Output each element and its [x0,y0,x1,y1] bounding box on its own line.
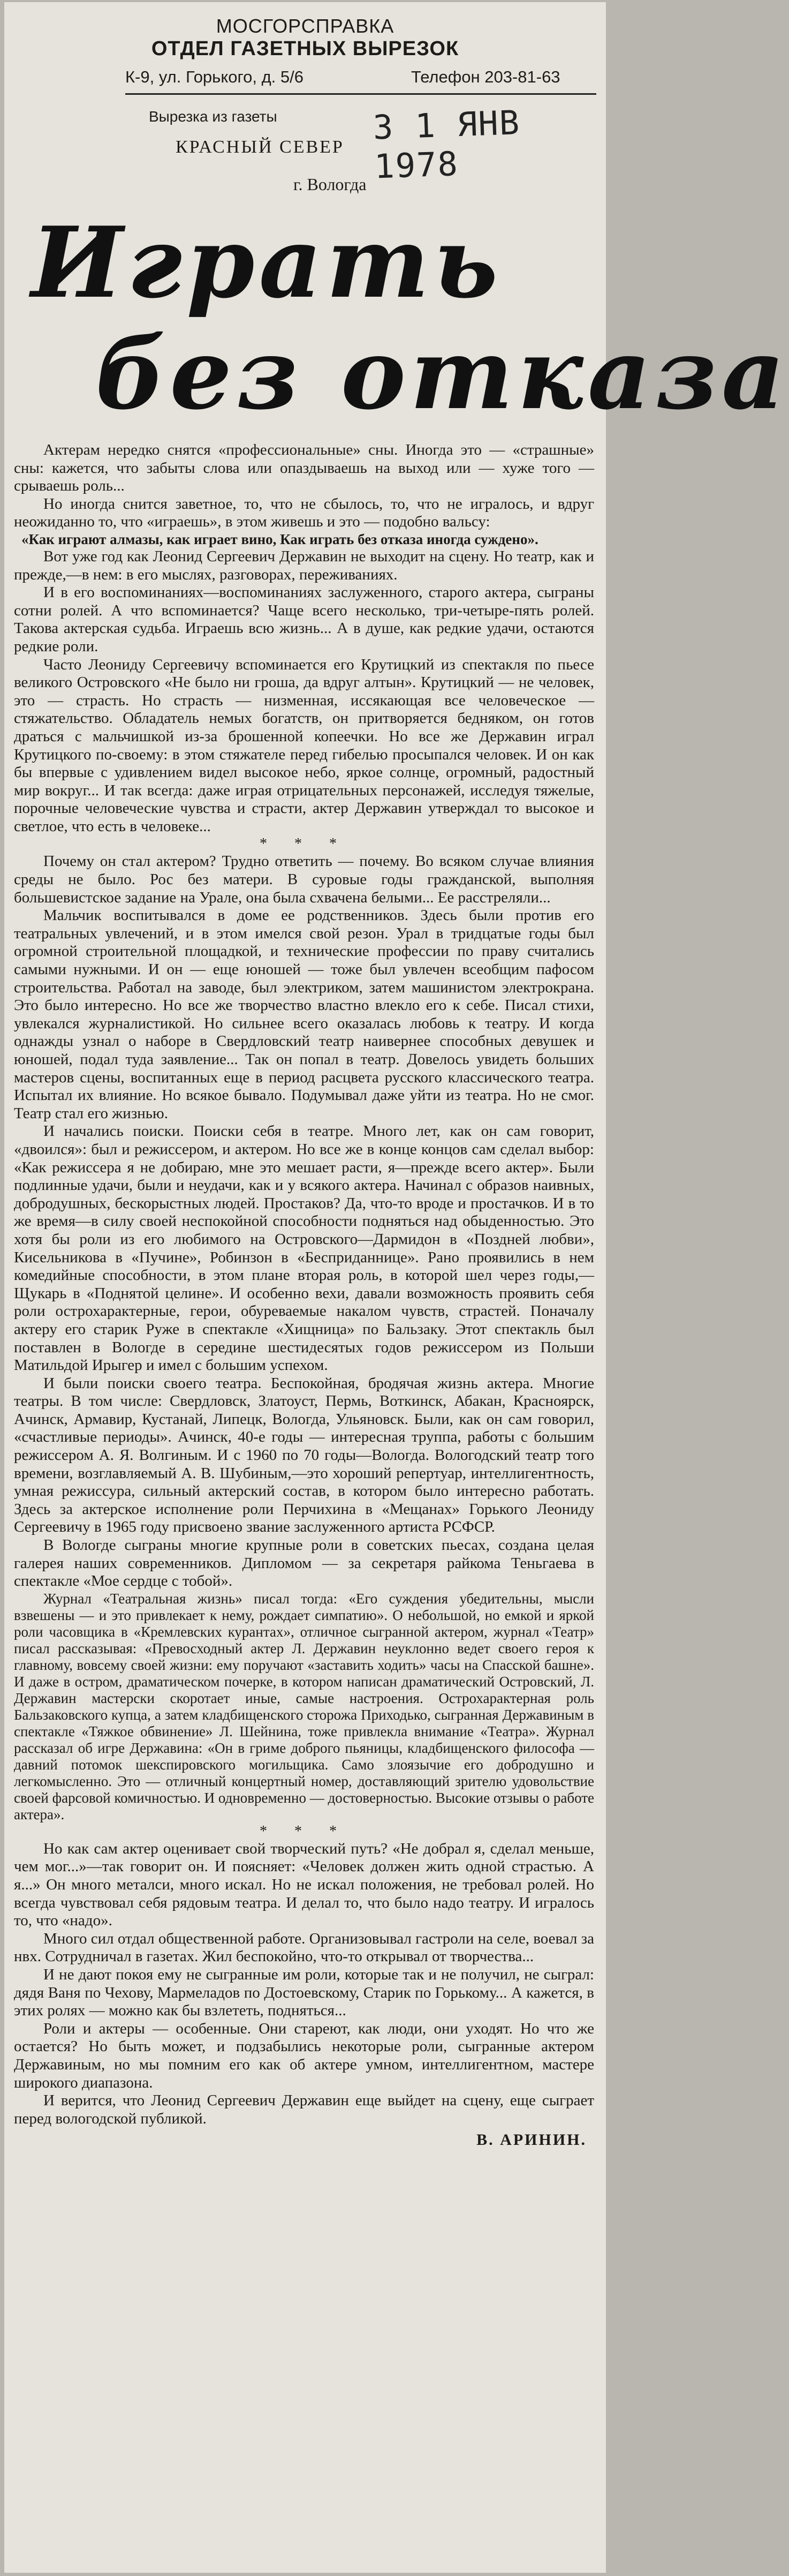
poem-quote: «Как играют алмазы, как играет вино, Как играть без отказа иногда суждено». [21,531,538,547]
paragraph: И верится, что Леонид Сергеевич Державин еще выйдет на сцену, еще сыграет перед вологодской публикой. [14,2092,594,2127]
paragraph: В Вологде сыграны многие крупные роли в советских пьесах, создана целая галерея наших современников. Дипломом — за секретаря райкома Теньгаева в спектакле «Мое сердце с тобой». [14,1536,594,1590]
title-line-2: без отказа [95,317,789,431]
paragraph: Много сил отдал общественной работе. Организовывал гастроли на селе, воевал за нвх. Сотрудничал в газетах. Жил беспокойно, что-то открывал от творчества... [14,1930,594,1965]
paragraph: Вот уже год как Леонид Сергеевич Державин не выходит на сцену. Но театр, как и прежде,—в нем: в его мыслях, разговорах, переживаниях. [14,547,594,583]
bureau-address: К-9, ул. Горького, д. 5/6 [125,67,304,86]
department-name: ОТДЕЛ ГАЗЕТНЫХ ВЫРЕЗОК [151,37,459,60]
paragraph: Почему он стал актером? Трудно ответить — почему. Во всяком случае влияния среды не было. Рос без матери. В суровые годы гражданской, выполняя большевистское задание на Урале, она была схвачена белыми... Ее расстреляли... [14,853,594,906]
header-rule [125,93,596,95]
paragraph: Роли и актеры — особенные. Они стареют, как люди, они уходят. Но что же остается? Но быть может, и подзабылись некоторые роли, сыгранные актером Державиным, но мы помним его как об актере умном, интеллигентном, мастере широкого диапазона. [14,2020,594,2091]
bureau-phone: Телефон 203-81-63 [411,67,560,86]
paragraph: И были поиски своего театра. Беспокойная, бродячая жизнь актера. Многие театры. В том числе: Свердловск, Златоуст, Пермь, Воткинск, Абакан, Красноярск, Ачинск, Армавир, Кустанай, Липецк, Вологда, Ульяновск. Были, как он сам говорил, «счастливые периоды». Ачинск, 40-е годы — интересная труппа, работы с большим режиссером А. Я. Волгиным. И с 1960 по 70 годы—Вологда. Вологодский театр того времени, возглавляемый А. В. Шубиным,—это хороший репертуар, интеллигентность, умная режиссура, сильный актерский состав, в котором было интересно работать. Здесь за актерское исполнение роли Перчихина в «Мещанах» Горького Леониду Сергеевичу в 1965 году присвоено звание заслуженного артиста РСФСР. [14,1374,594,1536]
paragraph: Мальчик воспитывался в доме ее родственников. Здесь были против его театральных увлечений, и в этом имелся свой резон. Урал в тридцатые годы был огромной строительной площадкой, и технические профессии по праву считались самыми нужными. И он — еще юношей — тоже был увлечен всеобщим пафосом строительства. Работал на заводе, был электриком, затем машинистом электрокрана. Это было интересно. Но все же творчество властно влекло его к себе. Писал стихи, увлекался журналистикой. Но сильнее всего оказалась любовь к театру. И когда однажды узнал о наборе в Свердловский театр наивернее способных девушек и юношей, подал туда заявление... Так он попал в театр. Довелось увидеть больших мастеров сцены, воспитанных еще в период расцвета русского классического театра. Испытал их влияние. Но всякое бывало. Подумывал даже уйти из театра. Но не смог. Театр стал его жизнью. [14,907,594,1122]
journal-review: Журнал «Театральная жизнь» писал тогда: «Его суждения убедительны, мысли взвешены — и это привлекает к нему, рождает симпатию». О небольшой, но емкой и яркой роли часовщика в «Кремлевских курантах», отличное сыгранной актером, журнал «Театр» писал рассказывая: «Превосходный актер Л. Державин неуклонно ведет своего героя к главному, вовсему своей жизни: ему поручают «заставить ходить» часы на Спасской башне». И даже в остром, драматическом почерке, в котором написан драматический Островский, Л. Державин мастерски скоротает иные, самые настроения. Острохарактерная роль Бальзаковского купца, а затем кладбищенского сторожа Приходько, сыгранная Державиным в спектакле «Тяжкое обвинение» Л. Шейнина, тоже привлекла внимание «Театра». Журнал рассказал об игре Державина: «Он в гриме доброго пьяницы, кладбищенского философа — давний потомок шекспировского могильщика. Само злоязычие его добродушно и легкомысленно. Это — отличный концертный номер, доставляющий зрителю удовольствие своей фарсовой комичностью. И одновременно — достоверностью. Высокие отзывы о работе актера». [14,1590,594,1822]
article-body [14,441,594,2149]
bureau-name: МОСГОРСПРАВКА [216,15,394,37]
paragraph: Часто Леонидy Сергеевичу вспоминается его Крутицкий из спектакля по пьесе великого Островского «Не было ни гроша, да вдруг алтын». Крутицкий — не человек, это — страсть. Но страсть — низменная, иссякающая все человеческое — стяжательство. Обладатель немых богатств, он притворяется бедняком, он готов драться с мальчишкой из-за брошенной копеечки. Но все же Державин играл Крутицкого по-своему: в этом стяжателе перед гибелью просыпался человек. И он как бы впервые с удивлением видел высокое небо, яркое солнце, огромный, радостный мир вокруг... И так всегда: даже играя отрицательных персонажей, исследуя тяжелые, порочные человеческие чувства и страсти, актер Державин утверждал то высокое и светлое, что есть в человеке... [14,656,594,835]
paragraph: Актерам нередко снятся «профессиональные» сны. Иногда это — «страшные» сны: кажется, что забыты слова или опаздываешь на выход или — хуже того — срываешь роль... [14,441,594,495]
section-separator: * * * [260,835,348,853]
clip-label: Вырезка из газеты [149,108,277,125]
paragraph: Но как сам актер оценивает свой творческий путь? «Не добрал я, сделал меньше, чем мог...»—так говорит он. И поясняет: «Человек должен жить одной страстью. А я...» Он много металси, много искал. Но не искал положения, не требовал ролей. Но всегда чувствовал себя рядовым театра. И делал то, что было надо театру. И игралось то, что «надо». [14,1840,594,1930]
date-stamp: 3 1 ЯНВ 1978 [372,103,521,186]
paragraph: И в его воспоминаниях—воспоминаниях заслуженного, старого актера, сыграны сотни ролей. А что вспоминается? Чаще всего несколько, три-четыре-пять ролей. Такова актерская судьба. Играешь всю жизнь... А в душе, как редкие удачи, остаются редкие роли. [14,584,594,655]
newspaper-name: КРАСНЫЙ СЕВЕР [176,137,344,157]
author-byline: В. АРИНИН. [476,2131,587,2149]
section-separator: * * * [260,1822,348,1840]
bureau-header [4,2,606,104]
article-title [4,205,789,439]
paragraph: И не дают покоя ему не сыгранные им роли, которые так и не получил, не сыграл: дядя Ваня по Чехову, Мармеладов по Достоевскому, Старик по Горькому... А кажется, в этих ролях — можно как бы взлететь, подняться... [14,1965,594,2020]
title-line-1: Играть [31,205,503,320]
clipping-sheet [4,2,789,2573]
source-info [4,104,606,200]
paragraph: И начались поиски. Поиски себя в театре. Много лет, как он сам говорит, «двоился»: был и режиссером, и актером. Но все же в конце концов сам сделал выбор: «Как режиссера я не добираю, мне это мешает расти, я—прежде всего актер». Были подлинные удачи, были и неудачи, как и у всякого актера. Начинал с образов наивных, добродушных, бескорыстных людей. Простаков? Да, что-то вроде и простачков. И в то же время—в силу своей неспокойной способности подняться над обыденностью. Это хотя бы роли из его любимого на Островского—Дармидон в «Поздней любви», Кисельникова в «Пучине», Робинзон в «Бесприданнице». Рано проявились в нем комедийные способности, в этом плане вторая роль, в которой шел через годы,—Щукарь в «Поднятой целине». И особенно вехи, давали возможность проявить себя роли острохарактерные, герои, обуреваемые накалом чувств, страстей. Поначалу актеру его старик Руже в спектакле «Хищница» по Бальзаку. Этот спектакль был поставлен в Вологде в середине шестидесятых годов режиссером из Польши Матильдой Ирыгер и имел с большим успехом. [14,1123,594,1374]
paragraph: Но иногда снится заветное, то, что не сбылось, то, что не игралось, и вдруг неожиданно то, что «играешь», в этом живешь и это — подобно вальсу: [14,495,594,531]
newspaper-city: г. Вологда [293,175,367,194]
